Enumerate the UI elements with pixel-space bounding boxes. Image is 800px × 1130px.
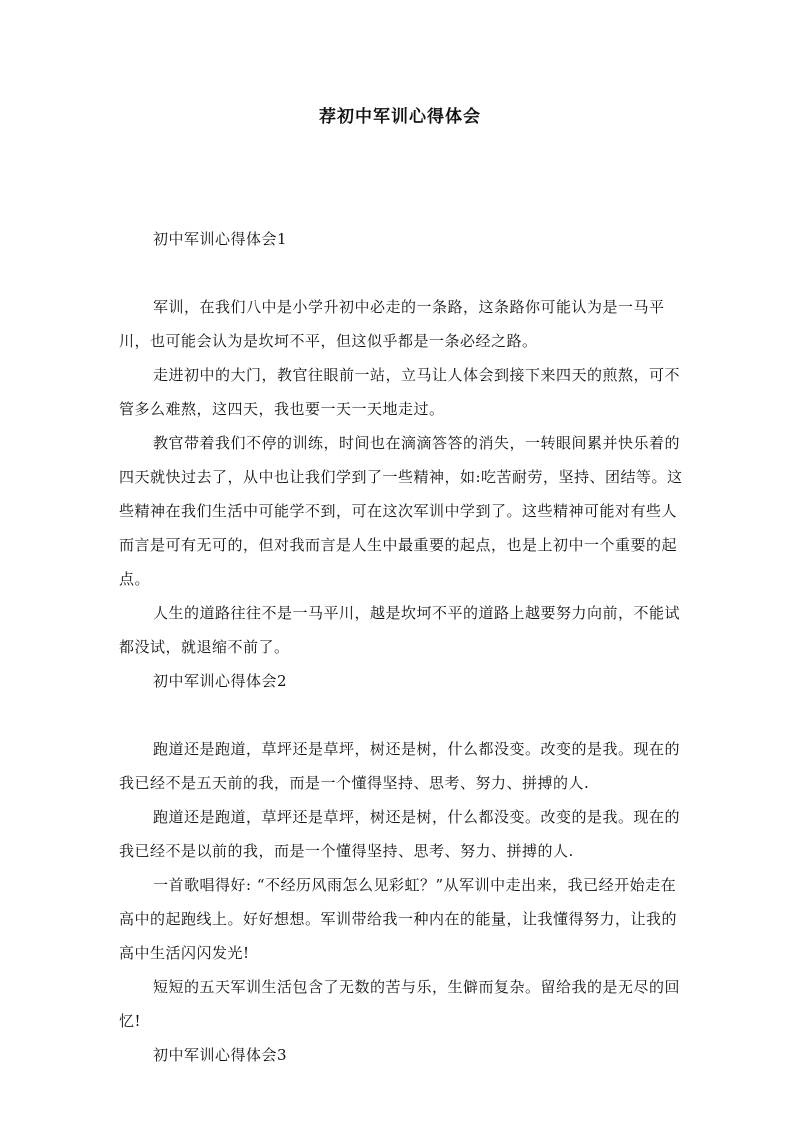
section-heading-3: 初中军训心得体会3 [153, 1046, 288, 1064]
document-title: 荐初中军训心得体会 [319, 107, 481, 127]
section-1-paragraph-2: 走进初中的大门，教官往眼前一站，立马让人体会到接下来四天的煎熬，可不管多么难熬，这四天，我也要一天一天地走过。 [119, 366, 681, 418]
section-1-paragraph-4: 人生的道路往往不是一马平川，越是坎坷不平的道路上越要努力向前，不能试都没试，就退缩不前了。 [119, 604, 681, 656]
document-body [119, 222, 683, 1072]
section-1-paragraph-3: 教官带着我们不停的训练，时间也在滴滴答答的消失，一转眼间累并快乐着的四天就快过去了，从中也让我们学到了一些精神，如:吃苦耐劳，坚持、团结等。这些精神在我们生活中可能学不到，可在这次军训中学到了。这些精神可能对有些人而言是可有无可的，但对我而言是人生中最重要的起点，也是上初中一个重要的起点。 [119, 434, 683, 588]
section-heading-1: 初中军训心得体会1 [153, 230, 288, 248]
section-spacer [119, 698, 683, 732]
section-1-paragraph-1: 军训，在我们八中是小学升初中必走的一条路，这条路你可能认为是一马平川，也可能会认为是坎坷不平，但这似乎都是一条必经之路。 [119, 298, 665, 350]
section-heading-2: 初中军训心得体会2 [153, 672, 288, 690]
section-2-paragraph-4: 短短的五天军训生活包含了无数的苦与乐，生僻而复杂。留给我的是无尽的回忆! [119, 978, 681, 1030]
section-2-paragraph-1: 跑道还是跑道，草坪还是草坪，树还是树，什么都没变。改变的是我。现在的我已经不是五天前的我，而是一个懂得坚持、思考、努力、拼搏的人. [119, 740, 681, 792]
section-spacer [119, 256, 683, 290]
section-2-paragraph-2: 跑道还是跑道，草坪还是草坪，树还是树，什么都没变。改变的是我。现在的我已经不是以前的我，而是一个懂得坚持、思考、努力、拼搏的人. [119, 808, 681, 860]
section-2-paragraph-3: 一首歌唱得好: “不经历风雨怎么见彩虹？”从军训中走出来，我已经开始走在高中的起跑线上。好好想想。军训带给我一种内在的能量，让我懂得努力，让我的高中生活闪闪发光! [119, 876, 678, 962]
